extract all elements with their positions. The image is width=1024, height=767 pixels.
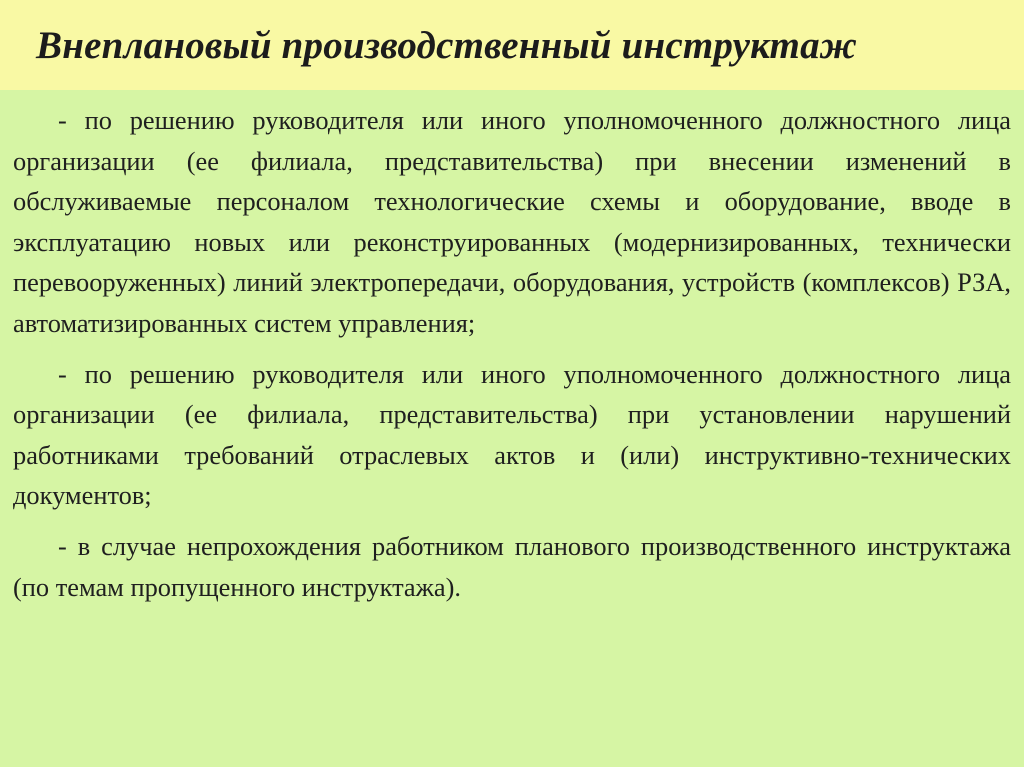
paragraph-missed-briefing: - в случае непрохождения работником планового производственного инструктажа (по темам пропущенного инструктажа). — [13, 530, 1011, 602]
paragraph-management-decision-changes: - по решению руководителя или иного уполномоченного должностного лица организации (ее филиала, представительства) при внесении изменений в обслуживаемые персоналом технологические схемы и оборудование, вводе в эксплуатацию новых или реконструированных (модернизированных, технически перевооруженных) линий электропередачи, оборудования, устройств (комплексов) РЗА, автоматизированных систем управления; — [13, 105, 1011, 338]
slide-content — [13, 100, 1011, 607]
paragraph-management-decision-violations: - по решению руководителя или иного уполномоченного должностного лица организации (ее филиала, представительства) при установлении нарушений работниками требований отраслевых актов и (или) инструктивно-технических документов; — [13, 358, 1011, 511]
title-bar — [0, 0, 1024, 90]
slide-title: Внеплановый производственный инструктаж — [36, 23, 858, 67]
